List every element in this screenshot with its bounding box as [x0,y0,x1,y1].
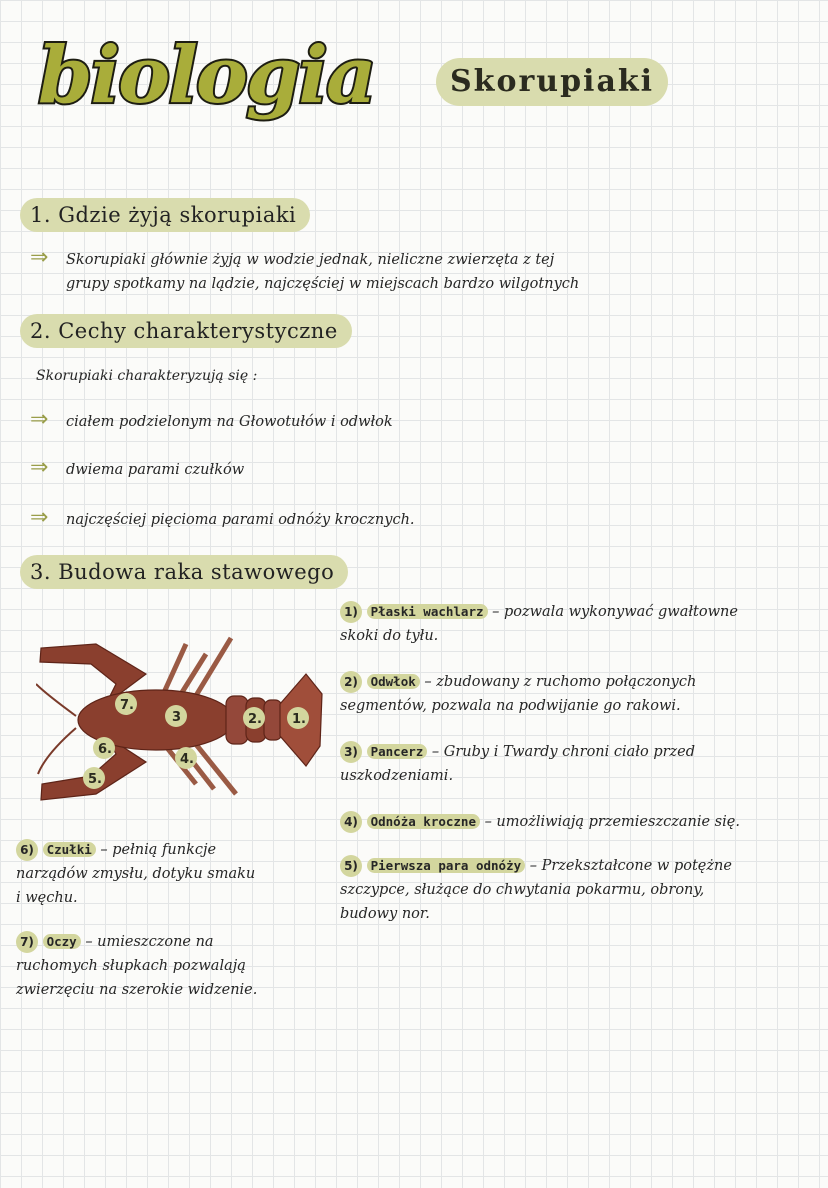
arrow-icon: ⇒ [30,455,49,480]
part-name: Czułki [43,842,96,857]
part-number: 1) [340,601,362,623]
part-3-line2: uszkodzeniami. [340,768,454,784]
part-number: 2) [340,671,362,693]
part-7-line3: zwierzęciu na szerokie widzenie. [16,982,258,998]
part-number: 6) [16,839,38,861]
part-number: 7) [16,931,38,953]
part-desc: – Przekształcone w potężne [529,858,732,874]
image-label-6: 6. [98,742,112,757]
part-5-line3: budowy nor. [340,906,430,922]
part-desc: – umieszczone na [85,934,214,950]
part-desc: – umożliwiają przemieszczanie się. [484,814,740,830]
image-label-5: 5. [88,772,102,787]
part-number: 4) [340,811,362,833]
part-7-line2: ruchomych słupkach pozwalają [16,958,246,974]
part-number: 3) [340,741,362,763]
part-1-line2: skoki do tyłu. [340,628,439,644]
trait-1: ciałem podzielonym na Głowotułów i odwłok [66,414,393,430]
part-5-line2: szczypce, służące do chwytania pokarmu, obrony, [340,882,705,898]
subtitle: Skorupiaki [436,58,668,106]
arrow-icon: ⇒ [30,245,49,270]
title-logo [32,18,412,128]
image-label-1: 1. [292,712,306,727]
part-2 [340,670,696,694]
section1-heading: 1. Gdzie żyją skorupiaki [20,198,310,232]
part-desc: – pełnią funkcje [100,842,217,858]
image-label-3: 3 [172,710,182,725]
part-6-line2: narządów zmysłu, dotyku smaku [16,866,256,882]
section3-heading: 3. Budowa raka stawowego [20,555,348,589]
part-name: Oczy [43,934,81,949]
part-6-line3: i węchu. [16,890,78,906]
part-1 [340,600,738,624]
section2-intro: Skorupiaki charakteryzują się : [36,368,258,384]
part-desc: – pozwala wykonywać gwałtowne [492,604,738,620]
arrow-icon: ⇒ [30,505,49,530]
title-text: biologia [38,30,375,121]
arrow-icon: ⇒ [30,407,49,432]
part-6 [16,838,216,862]
section1-line2: grupy spotkamy na lądzie, najczęściej w miejscach bardzo wilgotnych [66,276,580,292]
part-name: Pancerz [367,744,428,759]
part-2-line2: segmentów, pozwala na podwijanie go rakowi. [340,698,681,714]
part-name: Odnóża kroczne [367,814,480,829]
trait-2: dwiema parami czułków [66,462,245,478]
part-5 [340,854,732,878]
part-number: 5) [340,855,362,877]
trait-3: najczęściej pięcioma parami odnóży krocznych. [66,512,415,528]
section1-line1: Skorupiaki głównie żyją w wodzie jednak, nieliczne zwierzęta z tej [66,252,555,268]
part-name: Płaski wachlarz [367,604,488,619]
crayfish-image [36,624,326,814]
image-label-2: 2. [248,712,262,727]
part-3 [340,740,695,764]
image-label-4: 4. [180,752,194,767]
part-name: Odwłok [367,674,420,689]
image-label-7: 7. [120,698,134,713]
part-name: Pierwsza para odnóży [367,858,526,873]
part-desc: – Gruby i Twardy chroni ciało przed [431,744,696,760]
part-desc: – zbudowany z ruchomo połączonych [424,674,697,690]
part-7 [16,930,214,954]
part-4 [340,810,740,834]
section2-heading: 2. Cechy charakterystyczne [20,314,352,348]
